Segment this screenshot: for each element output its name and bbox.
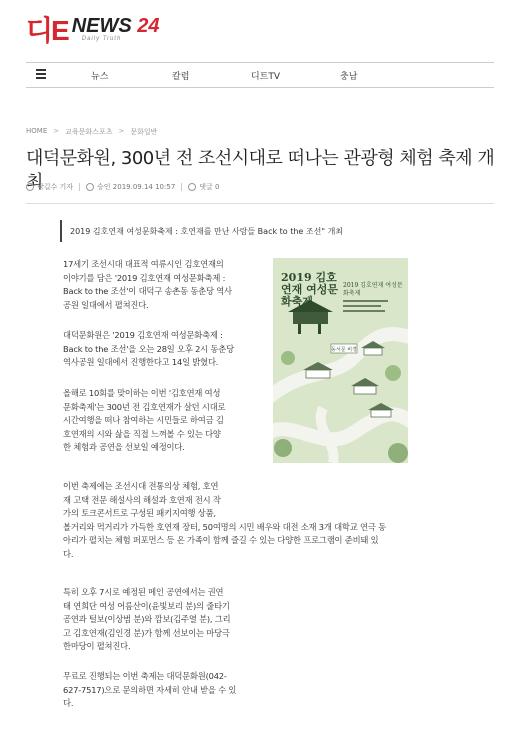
paragraph-line: 한 체험과 공연을 선보일 예정이다.	[63, 442, 185, 453]
breadcrumb-section[interactable]: 교육문화스포츠	[65, 128, 113, 136]
paragraph-line: 올해로 10회를 맞이하는 이번 '김호연재 여성	[63, 388, 221, 398]
paragraph-line: 공원 일대에서 펼쳐진다.	[63, 299, 149, 310]
meta-divider	[79, 183, 80, 191]
paragraph-line: 태 연희단 여성 어름산이(윤빛보리 분)의 줄타기	[63, 600, 230, 611]
paragraph-line: Back to the 조선'을 오는 28일 오후 2시 동춘당	[63, 343, 234, 354]
breadcrumb-subsection[interactable]: 문화일반	[130, 128, 158, 136]
paragraph-line: 재 고택 전문 해설사의 해설과 호연재 전시 작	[63, 494, 221, 505]
nav-item-column[interactable]: 칼럼	[172, 72, 190, 82]
poster-year: 2019	[281, 271, 312, 284]
logo-tagline: Daily Truth	[81, 36, 122, 42]
paragraph-line: 특히 오후 7시로 예정된 메인 공연에서는 권연	[63, 587, 224, 597]
paragraph-line: 문화축제'는 300년 전 김호연재가 살던 시대로	[63, 401, 226, 412]
logo-text	[72, 16, 160, 42]
chevron-right-icon: >	[53, 127, 60, 135]
comment-icon	[188, 183, 196, 191]
poster-side-title: 2019 김호연재 여성문화축제	[343, 282, 403, 297]
paragraph-line: 시간여행을 떠나 참여하는 시민들로 하여금 김	[63, 415, 224, 426]
logo-news	[72, 16, 160, 36]
paragraph-line: 대덕문화원은 '2019 김호연재 여성문화축제 :	[63, 330, 223, 340]
nav-item-ditv[interactable]: 디트TV	[251, 72, 281, 82]
logo-mark: 디E	[26, 15, 68, 46]
paragraph-line: 고 김호연재(김인경 분)가 함께 선보이는 마당극	[63, 627, 230, 638]
chevron-right-icon: >	[118, 127, 125, 135]
main-nav	[26, 62, 494, 88]
festival-poster-image[interactable]	[273, 258, 408, 463]
paragraph-line: 627-7517)으로 문의하면 자세히 안내 받을 수 있	[63, 684, 237, 695]
paragraph-line: 한마당이 펼쳐진다.	[63, 641, 131, 652]
paragraph-line: 무료로 진행되는 이번 축제는 대덕문화원(042-	[63, 671, 227, 681]
user-icon	[26, 183, 34, 191]
article-date: 승인 2019.09.14 10:57	[97, 183, 176, 191]
paragraph-line: 다.	[63, 549, 74, 559]
paragraph-line: 다.	[63, 698, 74, 709]
article-title: 대덕문화원, 300년 전 조선시대로 떠나는 관광형 체험 축제 개최	[26, 148, 495, 193]
paragraph-line: 이야기를 담은 '2019 김호연재 여성문화축제 :	[63, 272, 226, 283]
poster-title-text: 김호연재 여성문화축제	[281, 271, 338, 308]
logo-news-number: 24	[137, 15, 160, 37]
paragraph-line: 공연과 털보(이상범 분)와 깜보(김주열 분), 그리	[63, 614, 231, 625]
paragraph-line: 가의 토크콘서트로 구성된 패키지여행 상품,	[63, 508, 216, 519]
paragraph-line: 17세기 조선시대 대표적 여류시인 김호연재의	[63, 259, 224, 269]
breadcrumb	[26, 127, 157, 137]
paragraph-line: 볼거리와 먹거리가 가득한 호연재 장터, 50여명의 시민 배우와 대전 소재 3개 대학교 연극 동	[63, 521, 386, 532]
poster-title	[281, 272, 341, 308]
paragraph-line: 호연재의 시와 삶을 직접 느껴볼 수 있는 다양	[63, 428, 221, 439]
paragraph-line: 역사공원 일대에서 진행한다고 14일 밝혔다.	[63, 357, 219, 368]
site-logo[interactable]	[26, 16, 160, 48]
article-meta	[26, 182, 219, 192]
logo-news-word: NEWS	[71, 15, 132, 37]
meta-divider	[181, 183, 182, 191]
poster-map-label: 동서문 비경	[331, 347, 357, 353]
divider	[26, 203, 494, 204]
article-comments[interactable]: 댓글 0	[199, 183, 220, 191]
breadcrumb-home[interactable]: HOME	[26, 127, 48, 135]
paragraph-line: Back to the 조선'이 대덕구 송촌동 동춘당 역사	[63, 286, 232, 297]
paragraph-line: 아리가 펼치는 체험 퍼포먼스 등 온 가족이 함께 즐길 수 있는 다양한 프로그램이 준비돼 있	[63, 535, 379, 546]
nav-item-news[interactable]: 뉴스	[91, 72, 109, 82]
article-subtitle: 2019 김호연재 여성문화축제 : 호연재를 만난 사람들 Back to the 조선" 개최	[60, 220, 465, 242]
article-author: 박길수 기자	[37, 183, 74, 191]
nav-item-chungnam[interactable]: 충남	[340, 72, 358, 82]
menu-icon[interactable]	[36, 69, 46, 79]
paragraph-line: 이번 축제에는 조선시대 전통의상 체험, 호연	[63, 481, 219, 491]
clock-icon	[86, 183, 94, 191]
